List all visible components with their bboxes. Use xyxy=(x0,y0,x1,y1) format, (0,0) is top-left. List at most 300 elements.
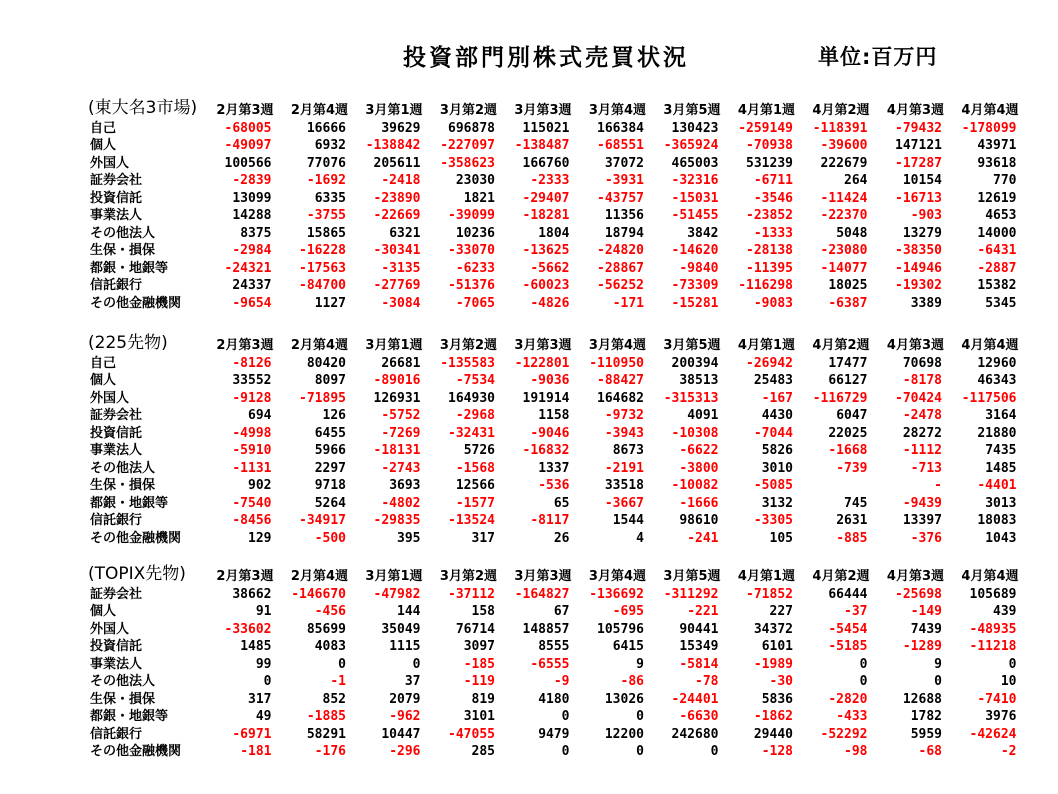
table-cell: -713 xyxy=(910,460,942,476)
table-cell: -24820 xyxy=(597,243,644,258)
table-cell: -1862 xyxy=(753,709,793,724)
table-cell: -739 xyxy=(836,460,868,476)
table-cell: -23080 xyxy=(820,243,868,258)
table-cell: -7540 xyxy=(232,495,272,511)
table-cell: 25483 xyxy=(753,373,793,388)
table-cell: 67 xyxy=(553,604,570,619)
row-label: 外国人 xyxy=(90,155,130,171)
table-cell: 26681 xyxy=(381,355,421,371)
table-cell: 126 xyxy=(322,408,346,423)
column-header: 3月第4週 xyxy=(588,569,646,584)
table-cell: -3943 xyxy=(604,425,644,441)
table-cell: 38662 xyxy=(232,586,272,602)
table-cell: -26942 xyxy=(746,355,793,371)
table-cell: -903 xyxy=(910,208,942,223)
row-label: その他金融機関 xyxy=(90,530,182,546)
table-cell: -7269 xyxy=(381,425,421,441)
table-cell: -7410 xyxy=(977,691,1017,707)
table-row xyxy=(88,586,1022,604)
table-cell: 7435 xyxy=(985,443,1017,458)
table-cell: -164827 xyxy=(514,586,570,602)
table-cell: -128 xyxy=(761,744,793,759)
table-cell: -71895 xyxy=(299,390,346,406)
table-cell: -135583 xyxy=(440,355,495,371)
row-label: 投資信託 xyxy=(90,190,143,206)
table-row xyxy=(88,743,1022,761)
table-cell: -4826 xyxy=(530,295,570,311)
table-cell: -13524 xyxy=(448,513,495,528)
table-cell: 4 xyxy=(636,530,644,546)
table-cell: 14288 xyxy=(232,208,272,223)
header-spacer xyxy=(88,102,202,120)
table-cell: -60023 xyxy=(522,278,570,293)
table-cell: -68 xyxy=(918,744,942,759)
column-header: 4月第1週 xyxy=(737,338,795,353)
column-header: 4月第2週 xyxy=(812,338,870,353)
table-cell: 317 xyxy=(471,530,495,546)
table-cell: -3305 xyxy=(753,513,793,528)
table-cell: 5959 xyxy=(910,726,942,742)
table-cell: 13397 xyxy=(902,513,942,528)
table-cell: -119 xyxy=(463,674,495,689)
section-label: (TOPIX先物) xyxy=(88,564,186,584)
table-cell: -7065 xyxy=(455,295,495,311)
table-cell: -695 xyxy=(612,604,644,619)
table-cell: 3101 xyxy=(463,709,495,724)
table-cell: 0 xyxy=(412,656,421,672)
table-cell: -5085 xyxy=(753,478,793,493)
table-cell: -3800 xyxy=(679,460,719,476)
table-cell: 395 xyxy=(397,530,421,546)
table-cell: 0 xyxy=(859,656,868,672)
table-row xyxy=(88,190,1022,208)
table-cell: -14946 xyxy=(895,260,942,276)
table-cell: 696878 xyxy=(448,120,495,136)
table-cell: -117506 xyxy=(961,390,1017,406)
row-label: 都銀・地銀等 xyxy=(90,709,169,724)
table-cell: -4401 xyxy=(977,478,1017,493)
table-cell: -14620 xyxy=(671,243,719,258)
row-label: 証券会社 xyxy=(90,173,143,188)
table-cell: 1115 xyxy=(389,639,421,654)
column-header: 3月第4週 xyxy=(588,338,646,353)
table-cell: -3084 xyxy=(381,295,421,311)
table-cell: -2478 xyxy=(902,408,942,423)
row-label: 事業法人 xyxy=(90,443,143,458)
row-label: 外国人 xyxy=(90,621,130,637)
table-cell: 11356 xyxy=(604,208,644,223)
table-cell: 0 xyxy=(263,674,272,689)
table-cell: -68005 xyxy=(224,120,272,136)
table-row xyxy=(88,708,1022,726)
table-cell: 5726 xyxy=(463,443,495,458)
row-label: 信託銀行 xyxy=(90,513,143,528)
row-label: 証券会社 xyxy=(90,586,143,602)
table-cell: -13625 xyxy=(522,243,570,258)
table-cell: -6233 xyxy=(455,260,495,276)
table-cell: 8555 xyxy=(538,639,570,654)
table-cell: -42624 xyxy=(969,726,1017,742)
table-cell: -376 xyxy=(910,530,942,546)
table-cell: -5910 xyxy=(232,443,272,458)
table-cell: 8097 xyxy=(314,373,346,388)
column-header: 2月第4週 xyxy=(290,103,348,118)
table-cell: 77076 xyxy=(306,155,346,171)
table-cell: 9718 xyxy=(314,478,346,493)
table-cell: -433 xyxy=(836,709,868,724)
table-cell: -185 xyxy=(463,656,495,672)
row-label: その他金融機関 xyxy=(90,744,182,759)
column-header: 4月第2週 xyxy=(812,103,870,118)
row-label: 個人 xyxy=(90,604,117,619)
table-cell: -365924 xyxy=(663,138,719,153)
table-cell: -84700 xyxy=(299,278,346,293)
table-cell: 144 xyxy=(397,604,421,619)
table-cell: 115021 xyxy=(522,120,570,136)
table-cell: -116729 xyxy=(812,390,868,406)
table-cell: -37112 xyxy=(448,586,495,602)
table-row xyxy=(88,137,1022,155)
table-cell: -3755 xyxy=(306,208,346,223)
table-cell: -110950 xyxy=(589,355,644,371)
table-cell: -6630 xyxy=(679,709,719,724)
table-cell xyxy=(798,477,873,495)
table-cell: 39629 xyxy=(381,120,421,136)
table-cell: 7439 xyxy=(910,621,942,637)
table-cell: 164682 xyxy=(597,390,644,406)
table-cell: 12688 xyxy=(902,691,942,707)
table-row xyxy=(88,155,1022,173)
table-cell: -1885 xyxy=(306,709,346,724)
table-row xyxy=(88,120,1022,138)
table-cell: 10236 xyxy=(455,225,495,241)
table-cell: -146670 xyxy=(291,586,346,602)
table-cell: -2887 xyxy=(977,260,1017,276)
table-cell: 12566 xyxy=(455,478,495,493)
table-cell: -52292 xyxy=(820,726,868,742)
column-header: 3月第2週 xyxy=(439,569,497,584)
table-cell: -9128 xyxy=(232,390,272,406)
table-cell: 38513 xyxy=(679,373,719,388)
table-cell: -7534 xyxy=(455,373,495,388)
table-cell: 12619 xyxy=(977,190,1017,206)
table-cell: 66127 xyxy=(828,373,868,388)
row-label: その他法人 xyxy=(90,674,156,689)
table-cell: -32431 xyxy=(448,425,495,441)
table-cell: -149 xyxy=(910,604,942,619)
table-cell: 33518 xyxy=(604,478,644,493)
table-cell: -30 xyxy=(769,674,793,689)
column-header: 4月第4週 xyxy=(961,103,1019,118)
row-label: その他法人 xyxy=(90,225,156,241)
table-cell: 200394 xyxy=(671,355,719,371)
table-cell: 9 xyxy=(636,656,644,672)
table-cell: -118391 xyxy=(812,120,868,136)
row-label: 外国人 xyxy=(90,390,130,406)
table-cell: 6335 xyxy=(314,190,346,206)
table-cell: 6101 xyxy=(761,639,793,654)
table-cell: 0 xyxy=(561,744,570,759)
data-table xyxy=(88,102,1022,312)
column-header: 3月第1週 xyxy=(365,103,423,118)
table-cell: -88427 xyxy=(597,373,644,388)
table-cell: 23030 xyxy=(455,173,495,188)
table-cell: -171 xyxy=(612,295,644,311)
table-cell: -181 xyxy=(240,744,272,759)
column-header: 4月第4週 xyxy=(961,569,1019,584)
table-cell: 4083 xyxy=(314,639,346,654)
table-cell: -2820 xyxy=(828,691,868,707)
table-cell: -25698 xyxy=(895,586,942,602)
table-cell: -5454 xyxy=(828,621,868,637)
table-cell: -311292 xyxy=(663,586,719,602)
table-cell: -7044 xyxy=(753,425,793,441)
table-cell: 34372 xyxy=(753,621,793,637)
row-label: 個人 xyxy=(90,373,117,388)
column-header: 2月第3週 xyxy=(216,569,274,584)
table-cell: -39600 xyxy=(820,138,868,153)
table-cell: 2631 xyxy=(836,513,868,528)
table-cell: 0 xyxy=(934,674,942,689)
column-header: 4月第3週 xyxy=(886,569,944,584)
column-header: 4月第3週 xyxy=(886,103,944,118)
table-row xyxy=(88,603,1022,621)
table-cell: -34917 xyxy=(299,513,346,528)
table-cell: -16228 xyxy=(299,243,346,258)
table-cell: 6415 xyxy=(612,639,644,654)
table-cell: -78 xyxy=(695,674,719,689)
table-cell: -24321 xyxy=(224,260,272,276)
table-cell: 8375 xyxy=(240,225,272,241)
table-cell: 4091 xyxy=(687,408,719,423)
table-cell: -33602 xyxy=(224,621,272,637)
table-cell: -73309 xyxy=(671,278,719,293)
table-cell: 35049 xyxy=(381,621,421,637)
table-cell: -9439 xyxy=(902,495,942,511)
table-cell: -39099 xyxy=(448,208,495,223)
table-cell: 93618 xyxy=(977,155,1017,171)
table-cell: 166760 xyxy=(522,155,570,171)
table-cell: 3013 xyxy=(985,495,1017,511)
table-cell: -241 xyxy=(687,530,719,546)
table-cell: -22370 xyxy=(820,208,868,223)
table-cell: -48935 xyxy=(969,621,1017,637)
row-label: 投資信託 xyxy=(90,639,143,654)
table-cell: -98 xyxy=(844,744,868,759)
table-cell: -2191 xyxy=(604,460,644,476)
table-cell: -6622 xyxy=(679,443,719,458)
table-cell: -14077 xyxy=(820,260,868,276)
table-cell: 819 xyxy=(471,691,495,707)
table-cell: 1804 xyxy=(538,225,570,241)
table-cell: -358623 xyxy=(440,155,495,171)
table-cell: 24337 xyxy=(232,278,272,293)
table-cell: -5814 xyxy=(679,656,719,672)
table-row xyxy=(88,442,1022,460)
table-cell: -10082 xyxy=(671,478,719,493)
table-cell: -2839 xyxy=(232,173,272,188)
table-cell: 2297 xyxy=(314,460,346,476)
table-cell: -51455 xyxy=(671,208,719,223)
table-cell: -47982 xyxy=(373,586,421,602)
table-cell: -221 xyxy=(687,604,719,619)
table-cell: 105796 xyxy=(597,621,644,637)
table-cell: -3931 xyxy=(604,173,644,188)
table-cell: -500 xyxy=(314,530,346,546)
table-cell: 1544 xyxy=(612,513,644,528)
row-label: 事業法人 xyxy=(90,208,143,223)
table-cell: 5836 xyxy=(761,691,793,707)
header-row xyxy=(88,102,1022,120)
table-row xyxy=(88,460,1022,478)
column-header: 2月第4週 xyxy=(290,338,348,353)
table-cell: -4998 xyxy=(232,425,272,441)
table-cell: -2968 xyxy=(455,408,495,423)
table-cell: 8673 xyxy=(612,443,644,458)
table-cell: 0 xyxy=(859,674,868,689)
table-row xyxy=(88,726,1022,744)
table-row xyxy=(88,390,1022,408)
table-cell: 3693 xyxy=(389,478,421,493)
table-cell: 285 xyxy=(471,744,495,759)
table-row xyxy=(88,355,1022,373)
table-cell: 694 xyxy=(248,408,272,423)
row-label: 投資信託 xyxy=(90,425,143,441)
table-row xyxy=(88,295,1022,313)
table-cell: 28272 xyxy=(902,425,942,441)
column-header: 3月第2週 xyxy=(439,338,497,353)
table-cell: 4430 xyxy=(761,408,793,423)
table-cell: 3976 xyxy=(985,709,1017,724)
header-row xyxy=(88,337,1022,355)
table-cell: 5048 xyxy=(836,225,868,241)
table-cell: -1668 xyxy=(828,443,868,458)
column-header: 3月第3週 xyxy=(514,569,572,584)
column-header: 3月第2週 xyxy=(439,103,497,118)
table-cell: -22669 xyxy=(373,208,421,223)
table-cell: 465003 xyxy=(671,155,719,171)
section-label: (225先物) xyxy=(88,333,168,353)
data-table xyxy=(88,568,1022,761)
row-label: 信託銀行 xyxy=(90,278,143,293)
table-cell: 58291 xyxy=(306,726,346,742)
data-table xyxy=(88,337,1022,547)
table-cell: -56252 xyxy=(597,278,644,293)
table-row xyxy=(88,407,1022,425)
table-cell: -6431 xyxy=(977,243,1017,258)
table-cell: 18025 xyxy=(828,278,868,293)
table-cell: 15865 xyxy=(306,225,346,241)
table-cell: -1666 xyxy=(679,495,719,511)
table-row xyxy=(88,372,1022,390)
table-cell: 37072 xyxy=(604,155,644,171)
table-cell: 205611 xyxy=(373,155,421,171)
table-cell: -456 xyxy=(314,604,346,619)
table-cell: -15281 xyxy=(671,295,719,311)
table-cell: 14000 xyxy=(977,225,1017,241)
table-cell: 3842 xyxy=(687,225,719,241)
table-cell: -9840 xyxy=(679,260,719,276)
table-cell: -28867 xyxy=(597,260,644,276)
table-row xyxy=(88,277,1022,295)
table-cell: 6455 xyxy=(314,425,346,441)
table-cell: 15382 xyxy=(977,278,1017,293)
table-cell: 76714 xyxy=(455,621,495,637)
table-cell: 3389 xyxy=(910,295,942,311)
table-cell: 0 xyxy=(710,744,719,759)
table-cell: -8456 xyxy=(232,513,272,528)
table-cell: -4802 xyxy=(381,495,421,511)
table-cell: -2984 xyxy=(232,243,272,258)
table-cell: 10154 xyxy=(902,173,942,188)
table-cell: -1989 xyxy=(753,656,793,672)
table-cell: 1043 xyxy=(985,530,1017,546)
table-cell: -2418 xyxy=(381,173,421,188)
table-cell: -885 xyxy=(836,530,868,546)
column-header: 3月第1週 xyxy=(365,338,423,353)
table-cell: -28138 xyxy=(746,243,793,258)
table-cell: -9036 xyxy=(530,373,570,388)
table-cell: 1127 xyxy=(314,295,346,311)
table-cell: -16713 xyxy=(895,190,942,206)
table-cell: -32316 xyxy=(671,173,719,188)
table-row xyxy=(88,495,1022,513)
table-cell: 91 xyxy=(255,604,272,619)
report-title: 投資部門別株式売買状況 xyxy=(403,45,689,71)
table-cell: 4653 xyxy=(985,208,1017,223)
table-cell: -315313 xyxy=(663,390,719,406)
table-cell: -9046 xyxy=(530,425,570,441)
table-row xyxy=(88,260,1022,278)
table-cell: -11395 xyxy=(746,260,793,276)
table-cell: 85699 xyxy=(306,621,346,637)
table-cell: 902 xyxy=(248,478,272,493)
row-label: 都銀・地銀等 xyxy=(90,495,169,511)
table-cell: 105689 xyxy=(969,586,1017,602)
row-label: その他金融機関 xyxy=(90,295,182,311)
table-cell: 29440 xyxy=(753,726,793,742)
row-label: 生保・損保 xyxy=(90,478,156,493)
table-cell: 22025 xyxy=(828,425,868,441)
row-label: 生保・損保 xyxy=(90,691,156,707)
table-cell: -6971 xyxy=(232,726,272,742)
table-cell: 18794 xyxy=(604,225,644,241)
table-cell: -30341 xyxy=(373,243,421,258)
table-cell: -24401 xyxy=(671,691,719,707)
table-cell: 100566 xyxy=(224,155,272,171)
table-cell: 264 xyxy=(844,173,868,188)
table-cell: 49 xyxy=(255,709,272,724)
table-cell: -138842 xyxy=(365,138,421,153)
table-cell: -116298 xyxy=(738,278,793,293)
table-cell: -167 xyxy=(761,390,793,406)
table-cell: 439 xyxy=(993,604,1017,619)
column-header: 3月第3週 xyxy=(514,103,572,118)
table-cell: 1337 xyxy=(538,460,570,476)
table-cell: 242680 xyxy=(671,726,719,742)
table-cell: -51376 xyxy=(448,278,495,293)
table-cell: -3135 xyxy=(381,260,421,276)
table-cell: 3164 xyxy=(985,408,1017,423)
table-cell: 6321 xyxy=(389,225,421,241)
table-cell: -8178 xyxy=(902,373,942,388)
table-cell: -8126 xyxy=(232,355,272,371)
table-cell: 46343 xyxy=(977,373,1017,388)
table-cell: -11218 xyxy=(969,639,1017,654)
table-cell: -6711 xyxy=(753,173,793,188)
table-cell: -19302 xyxy=(895,278,942,293)
table-cell: 745 xyxy=(844,495,868,511)
